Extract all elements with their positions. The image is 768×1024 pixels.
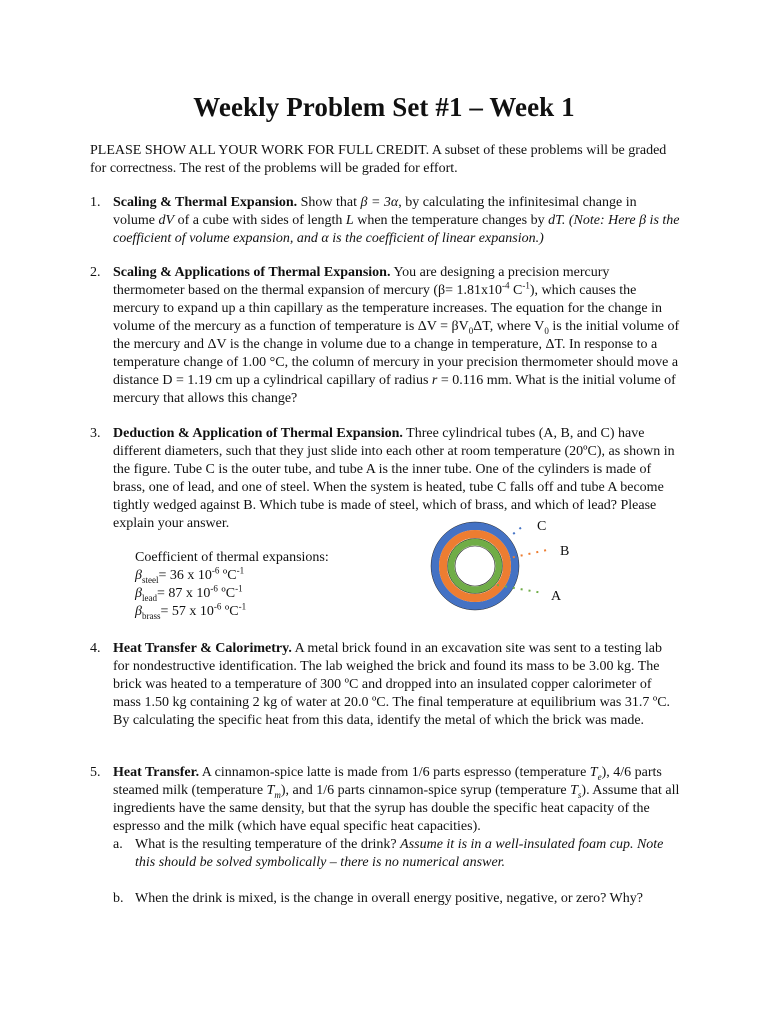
problem-note: (Note: Here β is the coefficient of volume expansion, and α is the coefficient of linear expansion.) [113, 213, 680, 246]
problem-heading: Scaling & Applications of Thermal Expansion. [113, 265, 391, 280]
problem-1 [90, 194, 680, 248]
problem-body: Scaling & Thermal Expansion. Show that β = 3α, by calculating the infinitesimal change in volume dV of a cube with sides of length L when the temperature changes by dT. (Note: Here β is the coefficient of volume expansion, and α is the coefficient of linear expansion.) [113, 195, 680, 246]
coefficient-brass: $\beta_{brass}= 57$ x $10^{-6}$ ºC$^{-1}$ [135, 601, 247, 621]
problem-body: Deduction & Application of Thermal Expansion. Three cylindrical tubes (A, B, and C) have different diameters, such that they just slide into each other at room temperature (20ºC), as shown in the figure. Tube C is the outer tube, and tube A is the inner tube. One of the cylinders is made of brass, one of lead, and one of steel. When the system is heated, tube C falls off and tube A become tightly wedged against B. Which tube is made of steel, which of brass, and which of lead? Please explain your answer. [113, 426, 675, 531]
leader-line-c [507, 526, 523, 539]
tube-label-c: C [537, 519, 547, 534]
problem-4 [90, 640, 680, 730]
problem-heading: Deduction & Application of Thermal Expansion. [113, 426, 403, 441]
problem-heading: Heat Transfer. [113, 765, 200, 780]
subquestion-a: a. What is the resulting temperature of the drink? Assume it is in a well-insulated foam cup. Note this should be solved symbolically – there is no numerical answer. [113, 837, 664, 870]
problem-5 [90, 764, 680, 908]
tube-label-b: B [560, 544, 570, 559]
problem-2 [90, 264, 680, 408]
coefficient-lead: $\beta_{lead}= 87$ x $10^{-6}$ ºC$^{-1}$ [135, 583, 243, 603]
page-title: Weekly Problem Set #1 – Week 1 [193, 92, 575, 122]
problem-number: 2. [90, 265, 101, 280]
problem-body: Scaling & Applications of Thermal Expansion. You are designing a precision mercury thermometer based on the thermal expansion of mercury ($\beta= 1.81x10^{-4}$ $C^{-1}$), which causes the mercury to expand up a thin capillary as the temperature increases. The equation for the change in volume of the mercury as a function of temperature is $\Delta V = \beta V_0\Delta T$, where $V_0$ is the initial volume of the mercury and ΔV is the change in volume due to a change in temperature, ΔT. In response to a temperature change of 1.00 °C, the column of mercury in your precision thermometer should move a distance D = 1.19 cm up a cylindrical capillary of radius r = 0.116 mm. What is the initial volume of mercury that allows this change? [113, 265, 680, 406]
coefficient-title: Coefficient of thermal expansions: [135, 550, 329, 565]
intro-paragraph: PLEASE SHOW ALL YOUR WORK FOR FULL CREDIT. A subset of these problems will be graded for correctness. The rest of the problems will be graded for effort. [90, 143, 667, 176]
problem-heading: Heat Transfer & Calorimetry. [113, 641, 292, 656]
subquestion-label: a. [113, 837, 123, 852]
subquestion-label: b. [113, 891, 124, 906]
problem-body: Heat Transfer & Calorimetry. A metal brick found in an excavation site was sent to a testing lab for nondestructive identification. The lab weighed the brick and found its mass to be 3.00 kg. The brick was heated to a temperature of 300 ºC and dropped into an insulated copper calorimeter of mass 1.50 kg containing 2 kg of water at 20.0 ºC. The final temperature at equilibrium was 31.7 ºC. By calculating the specific heat from this data, identify the metal of which the brick was made. [113, 641, 671, 728]
problem-number: 5. [90, 765, 101, 780]
problem-number: 3. [90, 426, 101, 441]
problem-heading: Scaling & Thermal Expansion. [113, 195, 298, 210]
inner-bore [455, 546, 495, 586]
coefficient-list [135, 549, 329, 621]
problem-body: Heat Transfer. A cinnamon-spice latte is made from 1/6 parts espresso (temperature $T_e$), 4/6 parts steamed milk (temperature $T_m$), and 1/6 parts cinnamon-spice syrup (temperature $T_s$). Assume that all ingredients have the same density, but that the syrup has double the specific heat capacity of the espresso and the milk (which have equal specific heat capacities). [113, 765, 680, 834]
tube-label-a: A [551, 589, 562, 604]
problem-number: 4. [90, 641, 101, 656]
equation: β = 3α [360, 195, 399, 210]
subquestion-b: b. When the drink is mixed, is the change in overall energy positive, negative, or zero? Why? [113, 891, 643, 906]
coefficient-steel: $\beta_{steel}= 36$ x $10^{-6}$ ºC$^{-1}$ [135, 565, 245, 585]
concentric-tubes-figure [425, 515, 595, 620]
problem-number: 1. [90, 195, 101, 210]
